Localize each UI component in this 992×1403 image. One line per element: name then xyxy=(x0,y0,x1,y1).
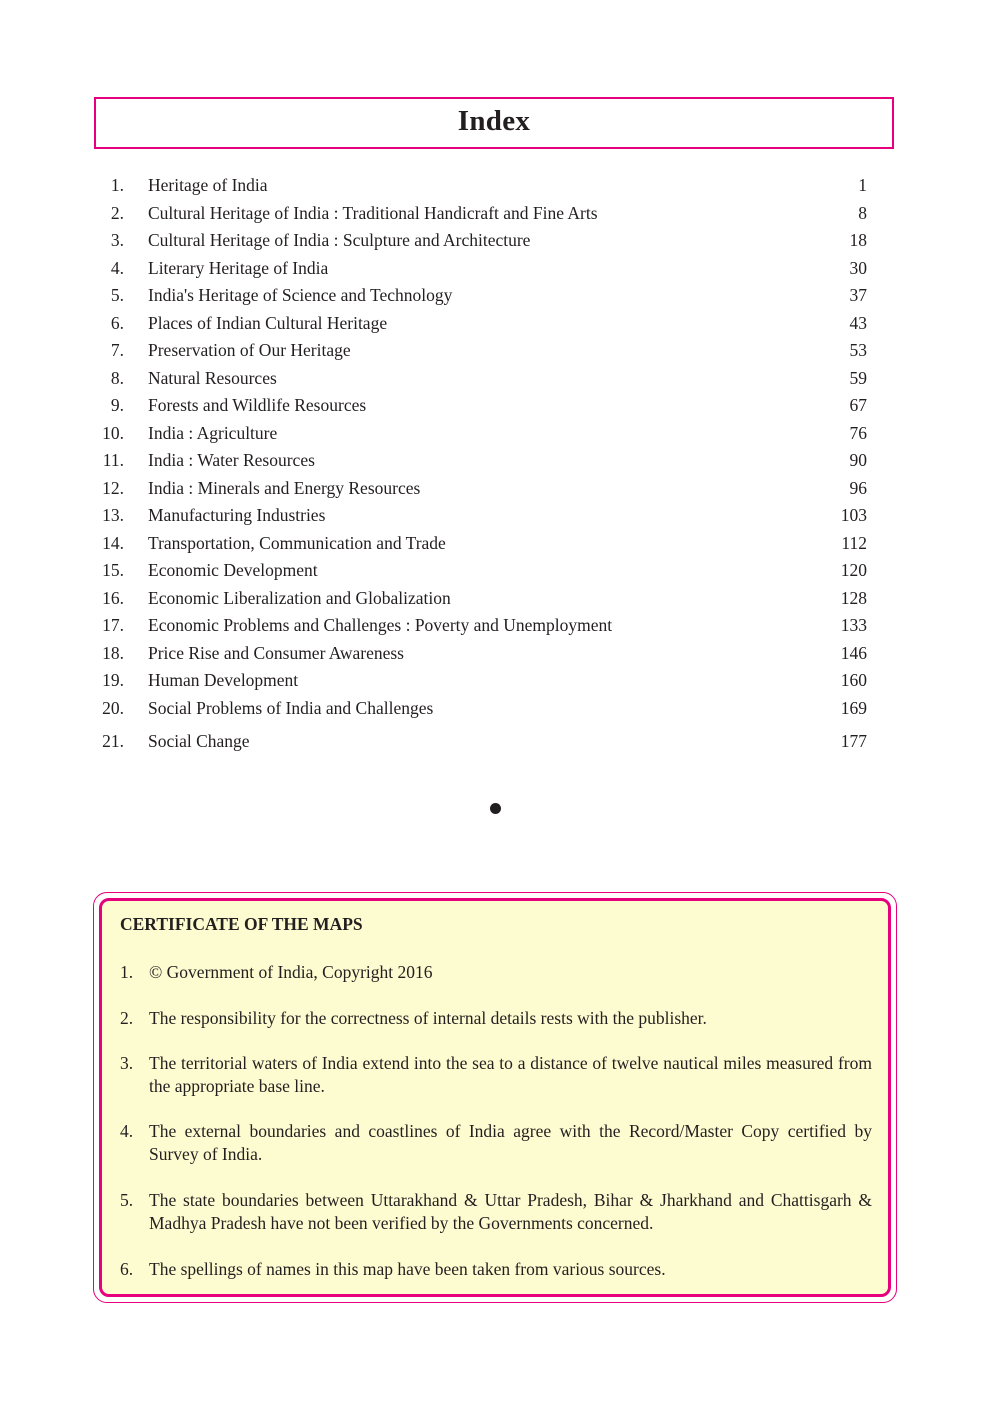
toc-page-number: 169 xyxy=(840,697,867,718)
toc-row xyxy=(94,172,894,200)
toc-row xyxy=(94,392,894,420)
toc-row xyxy=(94,612,894,640)
certificate-item-number: 2. xyxy=(120,1008,134,1028)
toc-chapter-title: India : Minerals and Energy Resources xyxy=(148,477,421,498)
toc-page-number: 37 xyxy=(849,285,867,305)
toc-page-number: 59 xyxy=(849,367,867,388)
toc-page-number: 67 xyxy=(849,395,867,415)
toc-page-number: 112 xyxy=(841,532,867,553)
toc-chapter-title: Cultural Heritage of India : Traditional Handicraft and Fine Arts xyxy=(148,202,598,223)
toc-chapter-title: Heritage of India xyxy=(148,175,268,195)
toc-row xyxy=(94,640,894,668)
toc-chapter-number: 1. xyxy=(110,175,124,195)
certificate-box xyxy=(93,892,897,1303)
toc-chapter-number: 15. xyxy=(102,560,124,580)
certificate-item-number: 4. xyxy=(120,1121,134,1141)
toc-chapter-title: India : Water Resources xyxy=(148,450,315,470)
toc-chapter-number: 13. xyxy=(102,505,124,525)
toc-row xyxy=(94,200,894,228)
index-title: Index xyxy=(457,104,531,137)
toc-row xyxy=(94,502,894,530)
index-header-box xyxy=(94,97,894,149)
toc-chapter-title: Manufacturing Industries xyxy=(148,505,326,525)
toc-page-number: 18 xyxy=(849,230,867,250)
toc-page-number: 128 xyxy=(840,587,867,608)
toc-page-number: 53 xyxy=(849,340,867,360)
toc-chapter-number: 11. xyxy=(102,450,124,470)
toc-row xyxy=(94,585,894,613)
toc-page-number: 133 xyxy=(840,615,867,635)
certificate-item xyxy=(120,961,872,984)
toc-chapter-title: Human Development xyxy=(148,670,299,690)
toc-page-number: 146 xyxy=(840,642,867,663)
toc-chapter-title: Cultural Heritage of India : Sculpture and Architecture xyxy=(148,230,531,250)
toc-chapter-title: Natural Resources xyxy=(148,367,277,388)
toc-row xyxy=(94,337,894,365)
toc-chapter-title: India's Heritage of Science and Technology xyxy=(148,285,453,305)
table-of-contents xyxy=(94,172,894,756)
toc-row xyxy=(94,475,894,503)
certificate-heading: CERTIFICATE OF THE MAPS xyxy=(120,914,363,934)
toc-chapter-title: Forests and Wildlife Resources xyxy=(148,395,367,415)
toc-chapter-number: 2. xyxy=(110,202,124,223)
toc-chapter-title: Places of Indian Cultural Heritage xyxy=(148,312,388,333)
toc-page-number: 43 xyxy=(849,312,867,333)
certificate-inner-panel xyxy=(99,898,891,1297)
toc-page-number: 96 xyxy=(849,477,867,498)
toc-page-number: 120 xyxy=(840,560,867,580)
certificate-item xyxy=(120,1120,872,1166)
toc-chapter-title: Economic Liberalization and Globalization xyxy=(148,587,451,608)
toc-row xyxy=(94,728,894,756)
certificate-item xyxy=(120,1007,872,1030)
toc-page-number: 103 xyxy=(840,505,867,525)
toc-chapter-number: 8. xyxy=(110,367,124,388)
toc-chapter-title: India : Agriculture xyxy=(148,422,278,443)
toc-row xyxy=(94,667,894,695)
toc-chapter-title: Economic Development xyxy=(148,560,318,580)
toc-row xyxy=(94,282,894,310)
toc-chapter-number: 7. xyxy=(110,340,124,360)
toc-row xyxy=(94,530,894,558)
toc-chapter-number: 10. xyxy=(102,422,124,443)
toc-row xyxy=(94,447,894,475)
toc-row xyxy=(94,420,894,448)
certificate-item-number: 1. xyxy=(120,962,134,982)
certificate-item-text: The external boundaries and coastlines of India agree with the Record/Master Copy certified by Survey of India. xyxy=(149,1121,872,1164)
section-divider-bullet-icon xyxy=(490,803,501,814)
toc-page-number: 1 xyxy=(858,175,867,195)
toc-chapter-number: 18. xyxy=(102,642,124,663)
toc-chapter-title: Social Problems of India and Challenges xyxy=(148,697,434,718)
toc-row xyxy=(94,365,894,393)
certificate-item-text: © Government of India, Copyright 2016 xyxy=(149,962,433,982)
toc-chapter-number: 4. xyxy=(110,257,124,278)
certificate-item-number: 3. xyxy=(120,1053,134,1073)
toc-page-number: 177 xyxy=(840,731,867,751)
toc-row xyxy=(94,310,894,338)
toc-row xyxy=(94,227,894,255)
toc-page-number: 76 xyxy=(849,422,867,443)
toc-chapter-number: 14. xyxy=(102,532,124,553)
toc-chapter-number: 3. xyxy=(110,230,124,250)
toc-chapter-number: 5. xyxy=(110,285,124,305)
toc-chapter-title: Social Change xyxy=(148,731,250,751)
certificate-item-text: The responsibility for the correctness of internal details rests with the publisher. xyxy=(149,1008,707,1028)
toc-chapter-number: 21. xyxy=(102,731,124,751)
toc-page-number: 160 xyxy=(840,670,867,690)
toc-chapter-number: 20. xyxy=(102,697,124,718)
toc-page-number: 8 xyxy=(858,202,867,223)
toc-chapter-number: 12. xyxy=(102,477,124,498)
certificate-item-text: The spellings of names in this map have been taken from various sources. xyxy=(149,1259,666,1279)
toc-row xyxy=(94,695,894,723)
toc-chapter-number: 6. xyxy=(110,312,124,333)
certificate-item-text: The state boundaries between Uttarakhand & Uttar Pradesh, Bihar & Jharkhand and Chattisgarh & Madhya Pradesh have not been verified by the Governments concerned. xyxy=(149,1190,872,1233)
toc-row xyxy=(94,557,894,585)
toc-chapter-title: Literary Heritage of India xyxy=(148,257,329,278)
toc-chapter-title: Preservation of Our Heritage xyxy=(148,340,351,360)
toc-chapter-title: Transportation, Communication and Trade xyxy=(148,532,446,553)
toc-chapter-number: 9. xyxy=(110,395,124,415)
certificate-item xyxy=(120,1258,872,1281)
certificate-item-number: 5. xyxy=(120,1190,134,1210)
toc-chapter-number: 17. xyxy=(102,615,124,635)
toc-chapter-number: 19. xyxy=(102,670,124,690)
toc-row xyxy=(94,255,894,283)
certificate-item xyxy=(120,1189,872,1235)
toc-chapter-title: Price Rise and Consumer Awareness xyxy=(148,642,404,663)
toc-chapter-number: 16. xyxy=(102,587,124,608)
toc-page-number: 30 xyxy=(849,257,867,278)
certificate-item xyxy=(120,1052,872,1098)
toc-chapter-title: Economic Problems and Challenges : Poverty and Unemployment xyxy=(148,615,613,635)
toc-page-number: 90 xyxy=(849,450,867,470)
certificate-item-number: 6. xyxy=(120,1259,134,1279)
certificate-item-text: The territorial waters of India extend into the sea to a distance of twelve nautical miles measured from the appropriate base line. xyxy=(149,1053,872,1096)
